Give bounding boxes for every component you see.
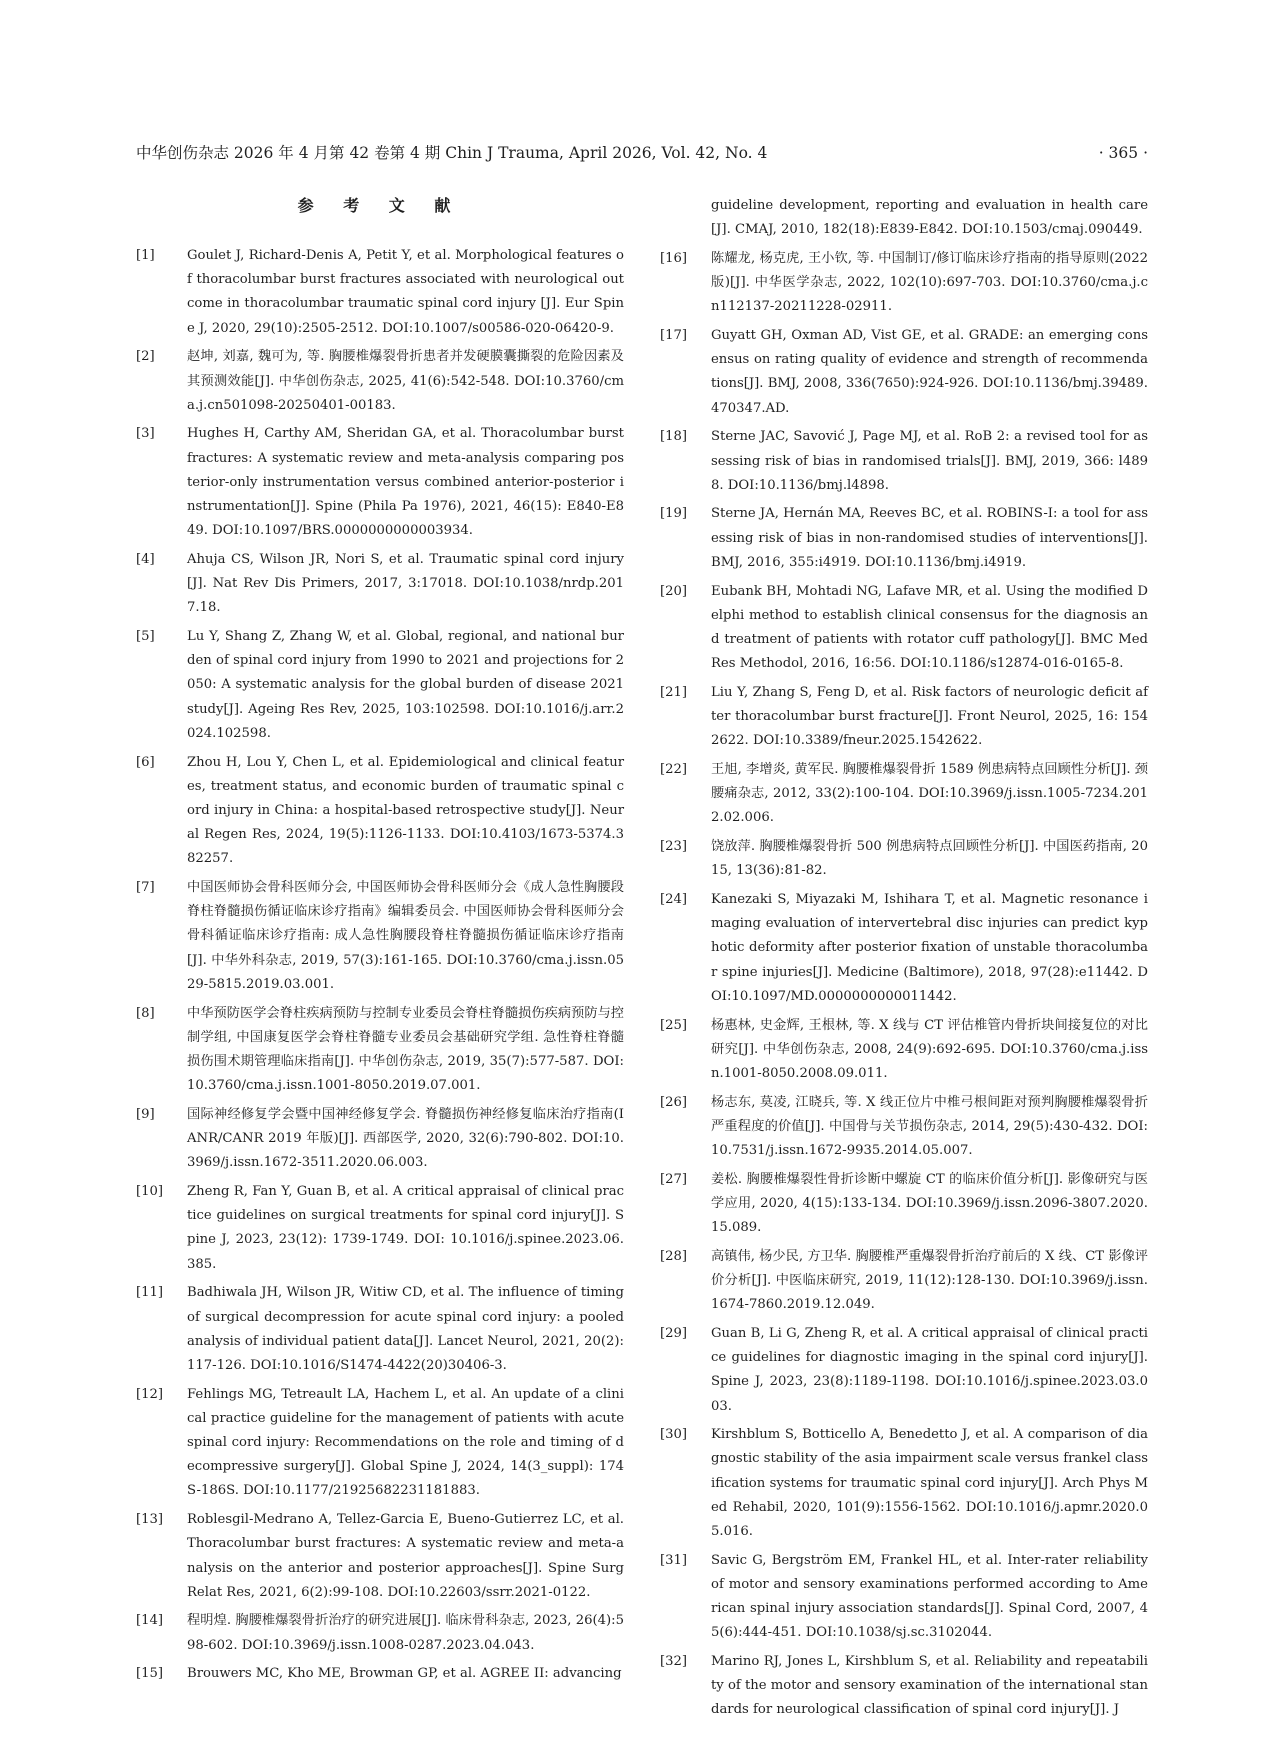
reference-item <box>136 1508 624 1605</box>
reference-item <box>136 1103 624 1176</box>
reference-item <box>660 580 1148 677</box>
reference-number: [30] <box>660 1427 688 1443</box>
reference-text: 赵坤, 刘嘉, 魏可为, 等. 胸腰椎爆裂骨折患者并发硬膜囊撕裂的危险因素及其预测效能[J]. 中华创伤杂志, 2025, 41(6):542-548. DOI:10.3760/cma.j.cn501098-20250401-00183. <box>187 349 624 413</box>
reference-number: [14] <box>136 1613 164 1629</box>
reference-item <box>660 1650 1148 1723</box>
reference-number: [18] <box>660 429 688 445</box>
reference-number: [28] <box>660 1248 688 1264</box>
reference-text: Guan B, Li G, Zheng R, et al. A critical appraisal of clinical practice guidelines for diagnostic imaging in the spinal cord injury[J]. Spine J, 2023, 23(8):1189-1198. DOI:10.1016/j.spinee.2023.03.003. <box>711 1325 1148 1414</box>
reference-text: Hughes H, Carthy AM, Sheridan GA, et al. Thoracolumbar burst fractures: A systematic review and meta-analysis comparing posterior-only instrumentation versus combined anterior-posterior instrumentation[J]. Spine (Phila Pa 1976), 2021, 46(15): E840-E849. DOI:10.1097/BRS.0000000000003934. <box>187 426 624 539</box>
reference-item <box>136 422 624 543</box>
reference-item <box>660 1014 1148 1087</box>
reference-text: Brouwers MC, Kho ME, Browman GP, et al. AGREE II: advancing <box>187 1666 622 1682</box>
reference-item <box>660 324 1148 421</box>
reference-text: Zhou H, Lou Y, Chen L, et al. Epidemiological and clinical features, treatment status, and economic burden of traumatic spinal cord injury in China: a hospital-based retrospective study[J]. Neural Regen Res, 2024, 19(5):1126-1133. DOI:10.4103/1673-5374.382257. <box>187 754 624 867</box>
reference-text: 饶放萍. 胸腰椎爆裂骨折 500 例患病特点回顾性分析[J]. 中国医药指南, 2015, 13(36):81-82. <box>711 839 1148 879</box>
reference-item <box>660 1168 1148 1241</box>
reference-item <box>136 1609 624 1657</box>
reference-text: Marino RJ, Jones L, Kirshblum S, et al. Reliability and repeatability of the motor and sensory examination of the international standards for neurological classification of spinal cord injury[J]. J <box>711 1654 1148 1718</box>
reference-number: [6] <box>136 754 155 770</box>
reference-text: Kanezaki S, Miyazaki M, Ishihara T, et al. Magnetic resonance imaging evaluation of intervertebral disc injuries can predict kyphotic deformity after posterior fixation of unstable thoracolumbar spine injuries[J]. Medicine (Baltimore), 2018, 97(28):e11442. DOI:10.1097/MD.0000000000011442. <box>711 891 1148 1004</box>
references-heading: 参 考 文 献 <box>297 196 463 215</box>
reference-number: [10] <box>136 1184 164 1200</box>
reference-text: 高镇伟, 杨少民, 方卫华. 胸腰椎严重爆裂骨折治疗前后的 X 线、CT 影像评价分析[J]. 中医临床研究, 2019, 11(12):128-130. DOI:10.3969/j.issn.1674-7860.2019.12.049. <box>711 1248 1148 1313</box>
reference-text: 国际神经修复学会暨中国神经修复学会. 脊髓损伤神经修复临床治疗指南(IANR/CANR 2019 年版)[J]. 西部医学, 2020, 32(6):790-802. DOI:10.3969/j.issn.1672-3511.2020.06.003. <box>187 1106 624 1171</box>
reference-text: Eubank BH, Mohtadi NG, Lafave MR, et al. Using the modified Delphi method to establish clinical consensus for the diagnosis and treatment of patients with rotator cuff pathology[J]. BMC Med Res Methodol, 2016, 16:56. DOI:10.1186/s12874-016-0165-8. <box>711 583 1148 672</box>
reference-text: Ahuja CS, Wilson JR, Nori S, et al. Traumatic spinal cord injury[J]. Nat Rev Dis Primers, 2017, 3:17018. DOI:10.1038/nrdp.2017.18. <box>187 551 624 616</box>
reference-item <box>660 888 1148 1009</box>
reference-number: [17] <box>660 328 688 344</box>
reference-number: [22] <box>660 761 688 777</box>
reference-number: [16] <box>660 250 688 266</box>
reference-number: [4] <box>136 551 155 567</box>
reference-text: 中国医师协会骨科医师分会, 中国医师协会骨科医师分会《成人急性胸腰段脊柱脊髓损伤循证临床诊疗指南》编辑委员会. 中国医师协会骨科医师分会骨科循证临床诊疗指南: 成人急性胸腰段脊柱脊髓损伤循证临床诊疗指南[J]. 中华外科杂志, 2019, 57(3):161-165. DOI:10.3760/cma.j.issn.0529-5815.2019.03.001. <box>187 880 624 992</box>
reference-number: [1] <box>136 248 155 263</box>
reference-item <box>660 1549 1148 1646</box>
reference-text: 陈耀龙, 杨克虎, 王小钦, 等. 中国制订/修订临床诊疗指南的指导原则(2022 版)[J]. 中华医学杂志, 2022, 102(10):697-703. DOI:10.3760/cma.j.cn112137-20211228-02911. <box>711 250 1148 315</box>
reference-item <box>660 425 1148 498</box>
reference-text: Kirshblum S, Botticello A, Benedetto J, et al. A comparison of diagnostic stability of the asia impairment scale versus frankel classification systems for traumatic spinal cord injury[J]. Arch Phys Med Rehabil, 2020, 101(9):1556-1562. DOI:10.1016/j.apmr.2020.05.016. <box>711 1427 1149 1540</box>
reference-text: 杨志东, 莫凌, 江晓兵, 等. X 线正位片中椎弓根间距对预判胸腰椎爆裂骨折严重程度的价值[J]. 中国骨与关节损伤杂志, 2014, 29(5):430-432. DOI:10.7531/j.issn.1672-9935.2014.05.007. <box>711 1094 1148 1159</box>
reference-item <box>136 548 624 621</box>
reference-item <box>136 1383 624 1504</box>
reference-number: [21] <box>660 684 688 700</box>
reference-number: [13] <box>136 1512 164 1528</box>
reference-number: [29] <box>660 1325 688 1341</box>
reference-item <box>660 835 1148 883</box>
reference-number: [7] <box>136 880 155 896</box>
reference-text: 中华预防医学会脊柱疾病预防与控制专业委员会脊柱脊髓损伤疾病预防与控制学组, 中国康复医学会脊柱脊髓专业委员会基础研究学组. 急性脊柱脊髓损伤围术期管理临床指南[J]. 中华创伤杂志, 2019, 35(7):577-587. DOI:10.3760/cma.j.issn.1001-8050.2019.07.001. <box>187 1005 624 1094</box>
reference-text: Liu Y, Zhang S, Feng D, et al. Risk factors of neurologic deficit after thoracolumbar burst fracture[J]. Front Neurol, 2025, 16: 1542622. DOI:10.3389/fneur.2025.1542622. <box>711 684 1148 749</box>
references-left-column <box>136 244 624 1691</box>
reference-number: [24] <box>660 891 688 907</box>
reference-item <box>136 625 624 746</box>
reference-item <box>660 1245 1148 1318</box>
reference-item <box>136 751 624 872</box>
reference-item <box>660 1322 1148 1419</box>
reference-item <box>136 1662 624 1686</box>
reference-number: [15] <box>136 1666 164 1682</box>
reference-number: [25] <box>660 1017 688 1033</box>
reference-item <box>136 1180 624 1277</box>
reference-continuation <box>660 194 1148 242</box>
reference-number: [31] <box>660 1552 688 1568</box>
reference-item <box>136 876 624 997</box>
reference-number: [3] <box>136 426 155 442</box>
reference-item <box>660 758 1148 831</box>
reference-text: Savic G, Bergström EM, Frankel HL, et al. Inter-rater reliability of motor and sensory examinations performed according to American spinal injury association standards[J]. Spinal Cord, 2007, 45(6):444-451. DOI:10.1038/sj.sc.3102044. <box>711 1552 1148 1641</box>
reference-text: Roblesgil-Medrano A, Tellez-Garcia E, Bueno-Gutierrez LC, et al. Thoracolumbar burst fractures: A systematic review and meta-analysis on the anterior and posterior approaches[J]. Spine Surg Relat Res, 2021, 6(2):99-108. DOI:10.22603/ssrr.2021-0122. <box>187 1512 624 1600</box>
reference-item <box>136 345 624 418</box>
reference-item <box>136 1002 624 1099</box>
reference-number: [9] <box>136 1106 155 1122</box>
reference-text: 王旭, 李增炎, 黄军民. 胸腰椎爆裂骨折 1589 例患病特点回顾性分析[J]. 颈腰痛杂志, 2012, 33(2):100-104. DOI:10.3969/j.issn.1005-7234.2012.02.006. <box>711 761 1148 826</box>
running-header <box>136 141 1148 165</box>
reference-item <box>136 244 624 341</box>
reference-text: Sterne JAC, Savović J, Page MJ, et al. RoB 2: a revised tool for assessing risk of bias in randomised trials[J]. BMJ, 2019, 366: l4898. DOI:10.1136/bmj.l4898. <box>711 429 1148 493</box>
references-right-column <box>660 194 1148 1727</box>
reference-number: [11] <box>136 1285 164 1301</box>
reference-text: 姜松. 胸腰椎爆裂性骨折诊断中螺旋 CT 的临床价值分析[J]. 影像研究与医学应用, 2020, 4(15):133-134. DOI:10.3969/j.issn.2096-3807.2020.15.089. <box>711 1171 1148 1236</box>
reference-number: [27] <box>660 1171 688 1187</box>
reference-item <box>660 502 1148 575</box>
reference-text: Zheng R, Fan Y, Guan B, et al. A critical appraisal of clinical practice guidelines on surgical treatments for spinal cord injury[J]. Spine J, 2023, 23(12): 1739-1749. DOI: 10.1016/j.spinee.2023.06.385. <box>187 1184 624 1272</box>
reference-item <box>136 1281 624 1378</box>
reference-number: [20] <box>660 583 688 599</box>
journal-citation-header: 中华创伤杂志 2026 年 4 月第 42 卷第 4 期 Chin J Trauma, April 2026, Vol. 42, No. 4 <box>136 144 768 162</box>
reference-item <box>660 247 1148 320</box>
reference-text: 杨惠林, 史金辉, 王根林, 等. X 线与 CT 评估椎管内骨折块间接复位的对比研究[J]. 中华创伤杂志, 2008, 24(9):692-695. DOI:10.3760/cma.j.issn.1001-8050.2008.09.011. <box>711 1017 1148 1081</box>
reference-number: [32] <box>660 1654 688 1670</box>
reference-text: Badhiwala JH, Wilson JR, Witiw CD, et al. The influence of timing of surgical decompression for acute spinal cord injury: a pooled analysis of individual patient data[J]. Lancet Neurol, 2021, 20(2): 117-126. DOI:10.1016/S1474-4422(20)30406-3. <box>187 1285 624 1373</box>
reference-text: guideline development, reporting and evaluation in health care[J]. CMAJ, 2010, 182(18):E839-E842. DOI:10.1503/cmaj.090449. <box>711 198 1148 238</box>
reference-number: [2] <box>136 349 155 365</box>
reference-number: [23] <box>660 839 688 855</box>
reference-text: Lu Y, Shang Z, Zhang W, et al. Global, regional, and national burden of spinal cord injury from 1990 to 2021 and projections for 2050: A systematic analysis for the global burden of disease 2021 study[J]. Ageing Res Rev, 2025, 103:102598. DOI:10.1016/j.arr.2024.102598. <box>187 629 624 741</box>
reference-text: Goulet J, Richard-Denis A, Petit Y, et al. Morphological features of thoracolumbar burst fractures associated with neurological outcome in thoracolumbar traumatic spinal cord injury [J]. Eur Spine J, 2020, 29(10):2505-2512. DOI:10.1007/s00586-020-06420-9. <box>187 248 624 336</box>
page-number: · 365 · <box>1098 144 1148 162</box>
reference-text: Sterne JA, Hernán MA, Reeves BC, et al. ROBINS-I: a tool for assessing risk of bias in non-randomised studies of interventions[J]. BMJ, 2016, 355:i4919. DOI:10.1136/bmj.i4919. <box>711 506 1148 570</box>
reference-number: [26] <box>660 1094 688 1110</box>
reference-item <box>660 681 1148 754</box>
reference-number: [12] <box>136 1386 164 1402</box>
reference-item <box>660 1423 1148 1544</box>
reference-text: Guyatt GH, Oxman AD, Vist GE, et al. GRADE: an emerging consensus on rating quality of evidence and strength of recommendations[J]. BMJ, 2008, 336(7650):924-926. DOI:10.1136/bmj.39489.470347.AD. <box>711 328 1148 416</box>
reference-number: [8] <box>136 1005 155 1021</box>
reference-number: [5] <box>136 629 155 645</box>
reference-number: [19] <box>660 506 688 522</box>
reference-text: 程明煌. 胸腰椎爆裂骨折治疗的研究进展[J]. 临床骨科杂志, 2023, 26(4):598-602. DOI:10.3969/j.issn.1008-0287.2023.04.043. <box>187 1613 624 1653</box>
reference-item <box>660 1091 1148 1164</box>
reference-text: Fehlings MG, Tetreault LA, Hachem L, et al. An update of a clinical practice guideline for the management of patients with acute spinal cord injury: Recommendations on the role and timing of decompressive surgery[J]. Global Spine J, 2024, 14(3_suppl): 174S-186S. DOI:10.1177/21925682231181883. <box>187 1386 624 1499</box>
